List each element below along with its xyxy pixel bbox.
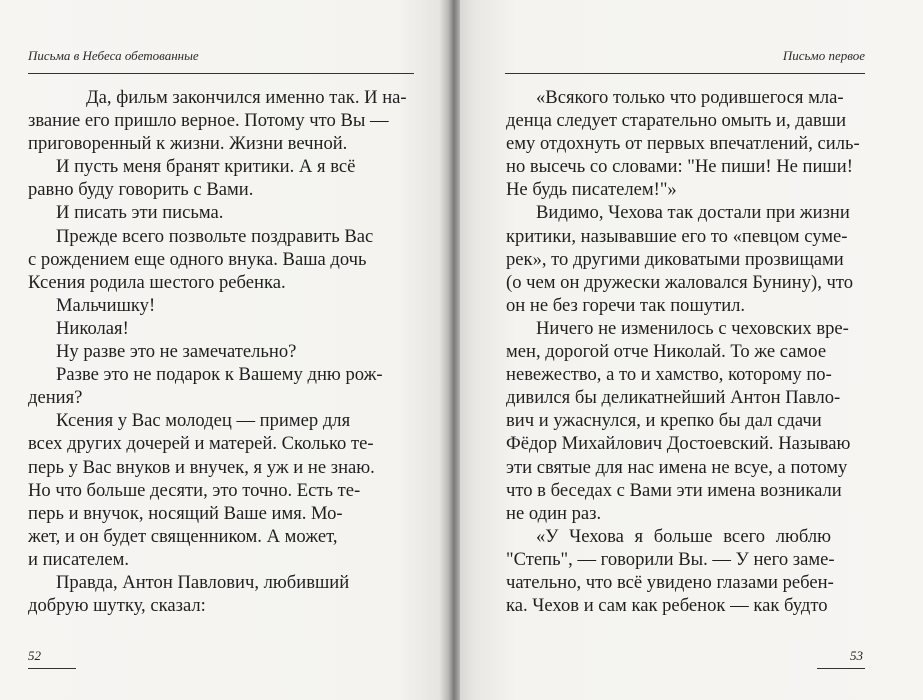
text-line: Николая!	[56, 317, 129, 339]
text-line: жет, и он будет священником. А может,	[28, 525, 338, 547]
text-line: но высечь со словами: "Не пиши! Не пиши!	[506, 156, 853, 178]
text-line: Разве это не подарок к Вашему дню рож-	[56, 364, 383, 386]
text-line: «У Чехова я больше всего люблю	[536, 525, 832, 547]
text-line: Ксения у Вас молодец — пример для	[56, 410, 351, 432]
right-header-rule	[505, 73, 865, 74]
text-line: и писателем.	[28, 548, 130, 570]
text-line: критики, называвшие его то «певцом суме-	[506, 225, 848, 247]
left-header-rule	[28, 73, 414, 74]
left-body-text	[28, 86, 408, 617]
text-line: ка. Чехов и сам как ребенок — как будто	[506, 595, 828, 617]
text-line: что в беседах с Вами эти имена возникали	[506, 479, 842, 501]
left-running-head: Письма в Небеса обетованные	[28, 48, 199, 63]
right-body-text	[506, 86, 868, 617]
text-line: Прежде всего позвольте поздравить Вас	[56, 225, 374, 247]
text-line: Мальчишку!	[56, 294, 156, 316]
text-line: И пусть меня бранят критики. А я всё	[56, 156, 356, 178]
text-line: дения?	[28, 387, 83, 409]
text-line: эти святые для нас имена не всуе, а потому	[506, 456, 848, 478]
left-page	[0, 0, 452, 700]
text-line: он не без горечи так пошутил.	[506, 294, 746, 316]
text-line: Видимо, Чехова так достали при жизни	[536, 202, 850, 224]
text-line: Да, фильм закончился именно так. И на-	[86, 87, 407, 108]
text-line: "Степь", — говорили Вы. — У него заме-	[506, 548, 835, 570]
text-line: Ксения родила шестого ребенка.	[28, 271, 286, 293]
text-line: чательно, что всё увидено глазами ребен-	[506, 571, 834, 593]
text-line: вич и ужаснулся, и крепко бы дал сдачи	[506, 410, 822, 432]
text-line: перь и внучок, носящий Ваше имя. Мо-	[28, 502, 343, 524]
text-line: Фёдор Михайлович Достоевский. Называю	[506, 433, 851, 455]
left-footer-rule	[28, 668, 76, 669]
text-line: И писать эти письма.	[56, 202, 224, 224]
text-line: (о чем он дружески жаловался Бунину), что	[506, 271, 854, 293]
right-running-head: Письмо первое	[782, 48, 865, 63]
text-line: Но что больше десяти, это точно. Есть те-	[28, 479, 361, 501]
text-line: перь у Вас внуков и внучек, я уж и не знаю.	[28, 456, 375, 478]
text-line: «Всякого только что родившегося мла-	[536, 87, 844, 108]
left-page-number: 52	[28, 648, 41, 663]
text-line: звание его пришло верное. Потому что Вы —	[28, 110, 389, 132]
text-line: Не будь писателем!"»	[506, 179, 677, 201]
right-footer-rule	[817, 668, 865, 669]
text-line: добрую шутку, сказал:	[28, 595, 206, 617]
text-line: ему отдохнуть от первых впечатлений, силь-	[506, 133, 860, 155]
text-line: Ну разве это не замечательно?	[56, 341, 297, 363]
text-line: рек», то другими диковатыми прозвищами	[506, 248, 844, 270]
text-line: дивился бы деликатнейший Антон Павло-	[506, 387, 841, 409]
text-line: приговоренный к жизни. Жизни вечной.	[28, 133, 348, 155]
text-line: Правда, Антон Павлович, любивший	[56, 571, 350, 593]
text-line: не один раз.	[506, 502, 602, 524]
text-line: невежество, а то и хамство, которому по-	[506, 364, 832, 386]
text-line: Ничего не изменилось с чеховских вре-	[536, 317, 849, 339]
text-line: денца следует старательно омыть и, давши	[506, 110, 847, 132]
text-line: с рождением еще одного внука. Ваша дочь	[28, 248, 367, 270]
text-line: равно буду говорить с Вами.	[28, 179, 254, 201]
text-line: всех других дочерей и матерей. Сколько те-	[28, 433, 374, 455]
right-page-number: 53	[850, 648, 863, 663]
text-line: мен, дорогой отче Николай. То же самое	[506, 341, 827, 363]
